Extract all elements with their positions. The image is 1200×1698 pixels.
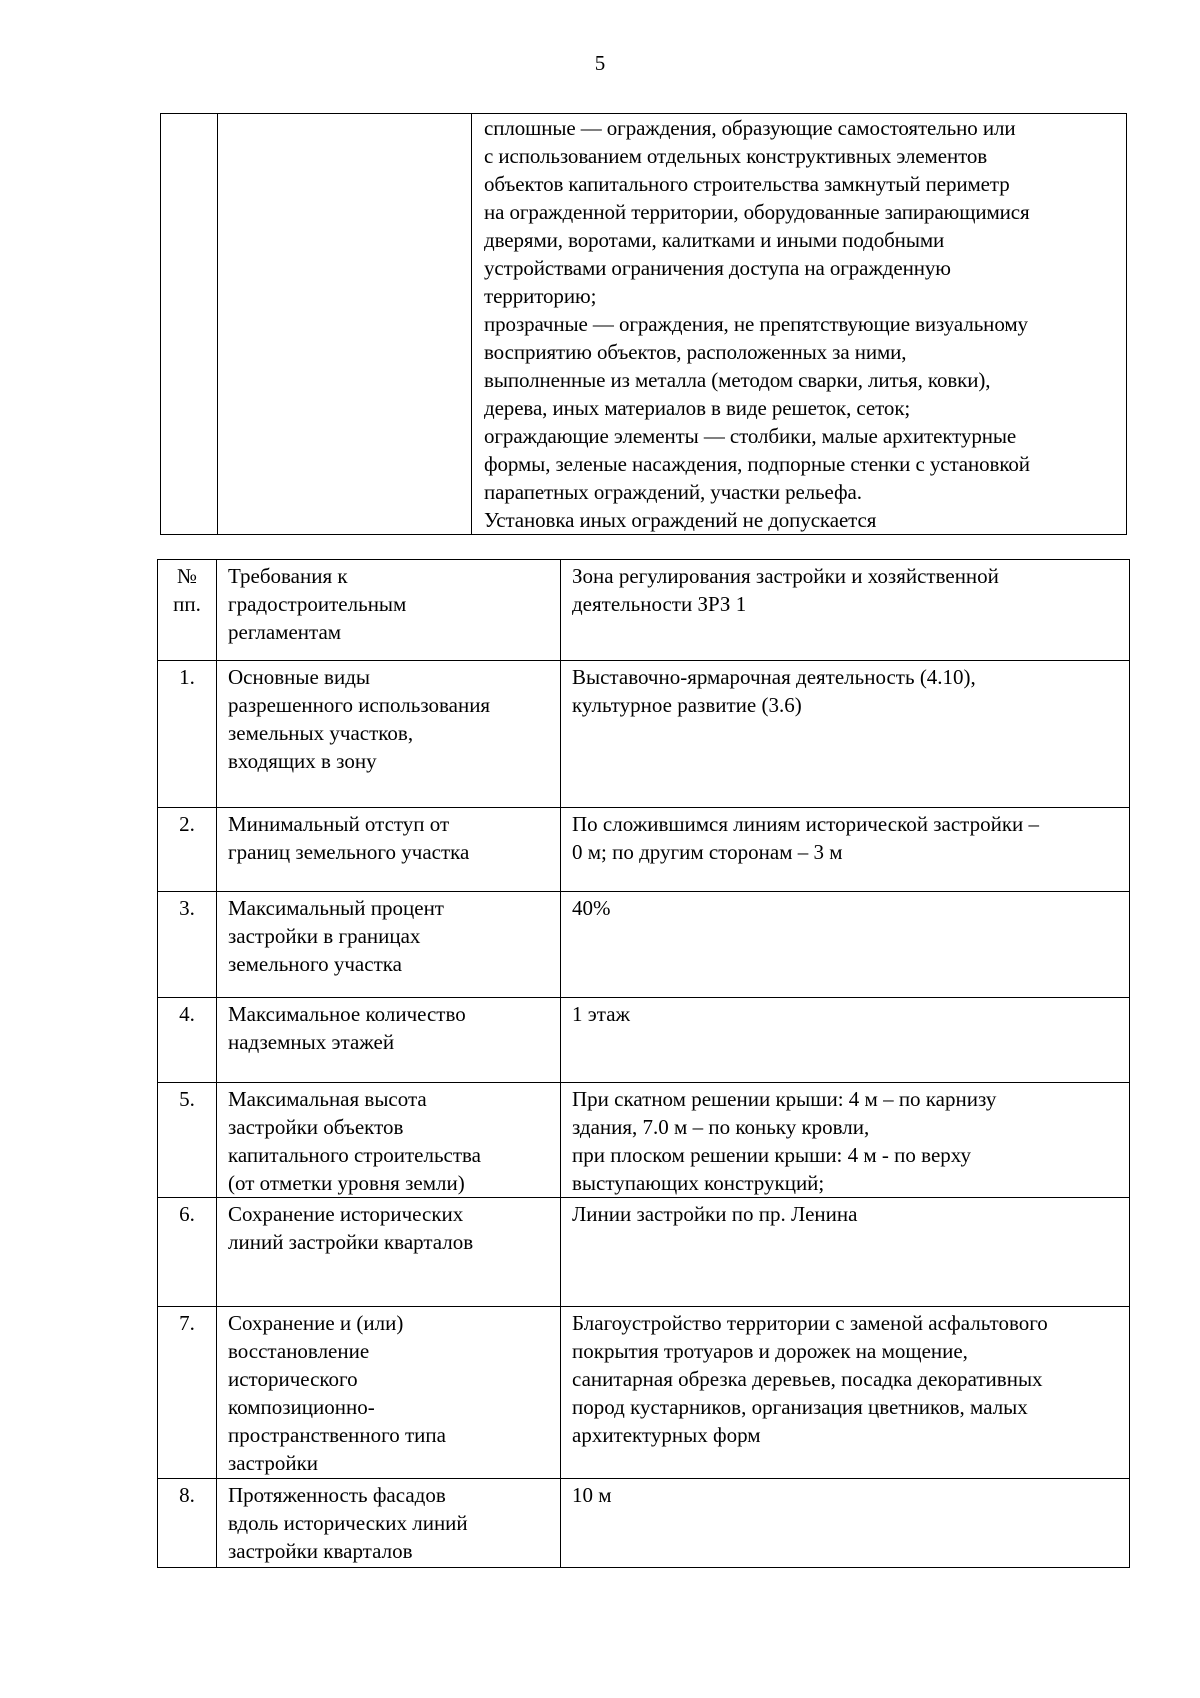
- row-value-cell: [561, 661, 1130, 808]
- row-requirement: Максимальная высота застройки объектов капитального строительства (от отметки уровня земли): [228, 1087, 481, 1195]
- header-num-symbol: №: [176, 564, 198, 588]
- row-requirement-cell: [217, 1083, 561, 1198]
- row-number: 7.: [179, 1311, 195, 1335]
- table-row: [158, 1307, 1130, 1479]
- table-row: [158, 661, 1130, 808]
- row-num-cell: [158, 661, 217, 808]
- row-requirement-cell: [217, 1307, 561, 1479]
- regulation-table: [157, 559, 1130, 1568]
- page-number: 5: [594, 51, 606, 75]
- header-zone: Зона регулирования застройки и хозяйственной деятельности ЗРЗ 1: [572, 564, 999, 616]
- row-number: 8.: [179, 1483, 195, 1507]
- table-row: [158, 1083, 1130, 1198]
- row-value-cell: [561, 998, 1130, 1083]
- row-number: 3.: [179, 896, 195, 920]
- row-requirement-cell: [217, 1198, 561, 1307]
- row-num-cell: [158, 1083, 217, 1198]
- row-value: Линии застройки по пр. Ленина: [572, 1202, 858, 1226]
- table-row: [158, 1198, 1130, 1307]
- row-value-cell: [561, 892, 1130, 998]
- row-value: Выставочно-ярмарочная деятельность (4.10), культурное развитие (3.6): [572, 665, 976, 717]
- row-requirement-cell: [217, 998, 561, 1083]
- continuation-table: [160, 113, 1127, 535]
- header-num-cell: [158, 560, 217, 661]
- row-value: 10 м: [572, 1483, 612, 1507]
- empty-requirement-cell: [218, 114, 472, 535]
- row-requirement-cell: [217, 1479, 561, 1568]
- row-num-cell: [158, 1479, 217, 1568]
- row-num-cell: [158, 1198, 217, 1307]
- row-number: 4.: [179, 1002, 195, 1026]
- row-value-cell: [561, 1083, 1130, 1198]
- row-value-cell: [561, 1307, 1130, 1479]
- row-requirement: Максимальный процент застройки в границах земельного участка: [228, 896, 444, 976]
- table-row: [161, 114, 1127, 535]
- row-num-cell: [158, 892, 217, 998]
- row-value: Благоустройство территории с заменой асфальтового покрытия тротуаров и дорожек на мощение, санитарная обрезка деревьев, посадка декоративных пород кустарников, организация цветников, малых архитектурных форм: [572, 1311, 1048, 1447]
- row-value: При скатном решении крыши: 4 м – по карнизу здания, 7.0 м – по коньку кровли, при плоском решении крыши: 4 м - по верху выступающих конструкций;: [572, 1087, 997, 1195]
- header-num-abbr: пп.: [173, 592, 201, 616]
- header-requirement: Требования к градостроительным регламентам: [228, 564, 407, 644]
- row-number: 2.: [179, 812, 195, 836]
- row-value-cell: [561, 1479, 1130, 1568]
- row-value: 1 этаж: [572, 1002, 631, 1026]
- continuation-cell: [472, 114, 1127, 535]
- row-value-cell: [561, 808, 1130, 892]
- row-requirement: Минимальный отступ от границ земельного участка: [228, 812, 470, 864]
- row-value-cell: [561, 1198, 1130, 1307]
- row-requirement-cell: [217, 892, 561, 998]
- row-num-cell: [158, 998, 217, 1083]
- table-row: [158, 808, 1130, 892]
- row-requirement: Сохранение и (или) восстановление исторического композиционно- пространственного типа застройки: [228, 1311, 446, 1475]
- row-num-cell: [158, 808, 217, 892]
- header-requirement-cell: [217, 560, 561, 661]
- header-row: [158, 560, 1130, 661]
- row-requirement-cell: [217, 661, 561, 808]
- row-value: По сложившимся линиям исторической застройки – 0 м; по другим сторонам – 3 м: [572, 812, 1040, 864]
- row-requirement-cell: [217, 808, 561, 892]
- row-requirement: Максимальное количество надземных этажей: [228, 1002, 466, 1054]
- row-number: 6.: [179, 1202, 195, 1226]
- header-zone-cell: [561, 560, 1130, 661]
- row-number: 1.: [179, 665, 195, 689]
- row-number: 5.: [179, 1087, 195, 1111]
- table-row: [158, 892, 1130, 998]
- empty-num-cell: [161, 114, 218, 535]
- row-num-cell: [158, 1307, 217, 1479]
- table-row: [158, 998, 1130, 1083]
- table-row: [158, 1479, 1130, 1568]
- row-requirement: Протяженность фасадов вдоль исторических линий застройки кварталов: [228, 1483, 468, 1563]
- continuation-text: сплошные — ограждения, образующие самостоятельно или с использованием отдельных конструктивных элементов объектов капитального строительства замкнутый периметр на огражденной территории, оборудованные запирающимися дверями, воротами, калитками и иными подобными устройствами ограничения доступа на огражденную территорию; прозрачные — ограждения, не препятствующие визуальному восприятию объектов, расположенных за ними, выполненные из металла (методом сварки, литья, ковки), дерева, иных материалов в виде решеток, сеток; ограждающие элементы — столбики, малые архитектурные формы, зеленые насаждения, подпорные стенки с установкой парапетных ограждений, участки рельефа. Установка иных ограждений не допускается: [484, 116, 1030, 532]
- row-requirement: Основные виды разрешенного использования земельных участков, входящих в зону: [228, 665, 491, 773]
- row-requirement: Сохранение исторических линий застройки кварталов: [228, 1202, 474, 1254]
- row-value: 40%: [572, 896, 611, 920]
